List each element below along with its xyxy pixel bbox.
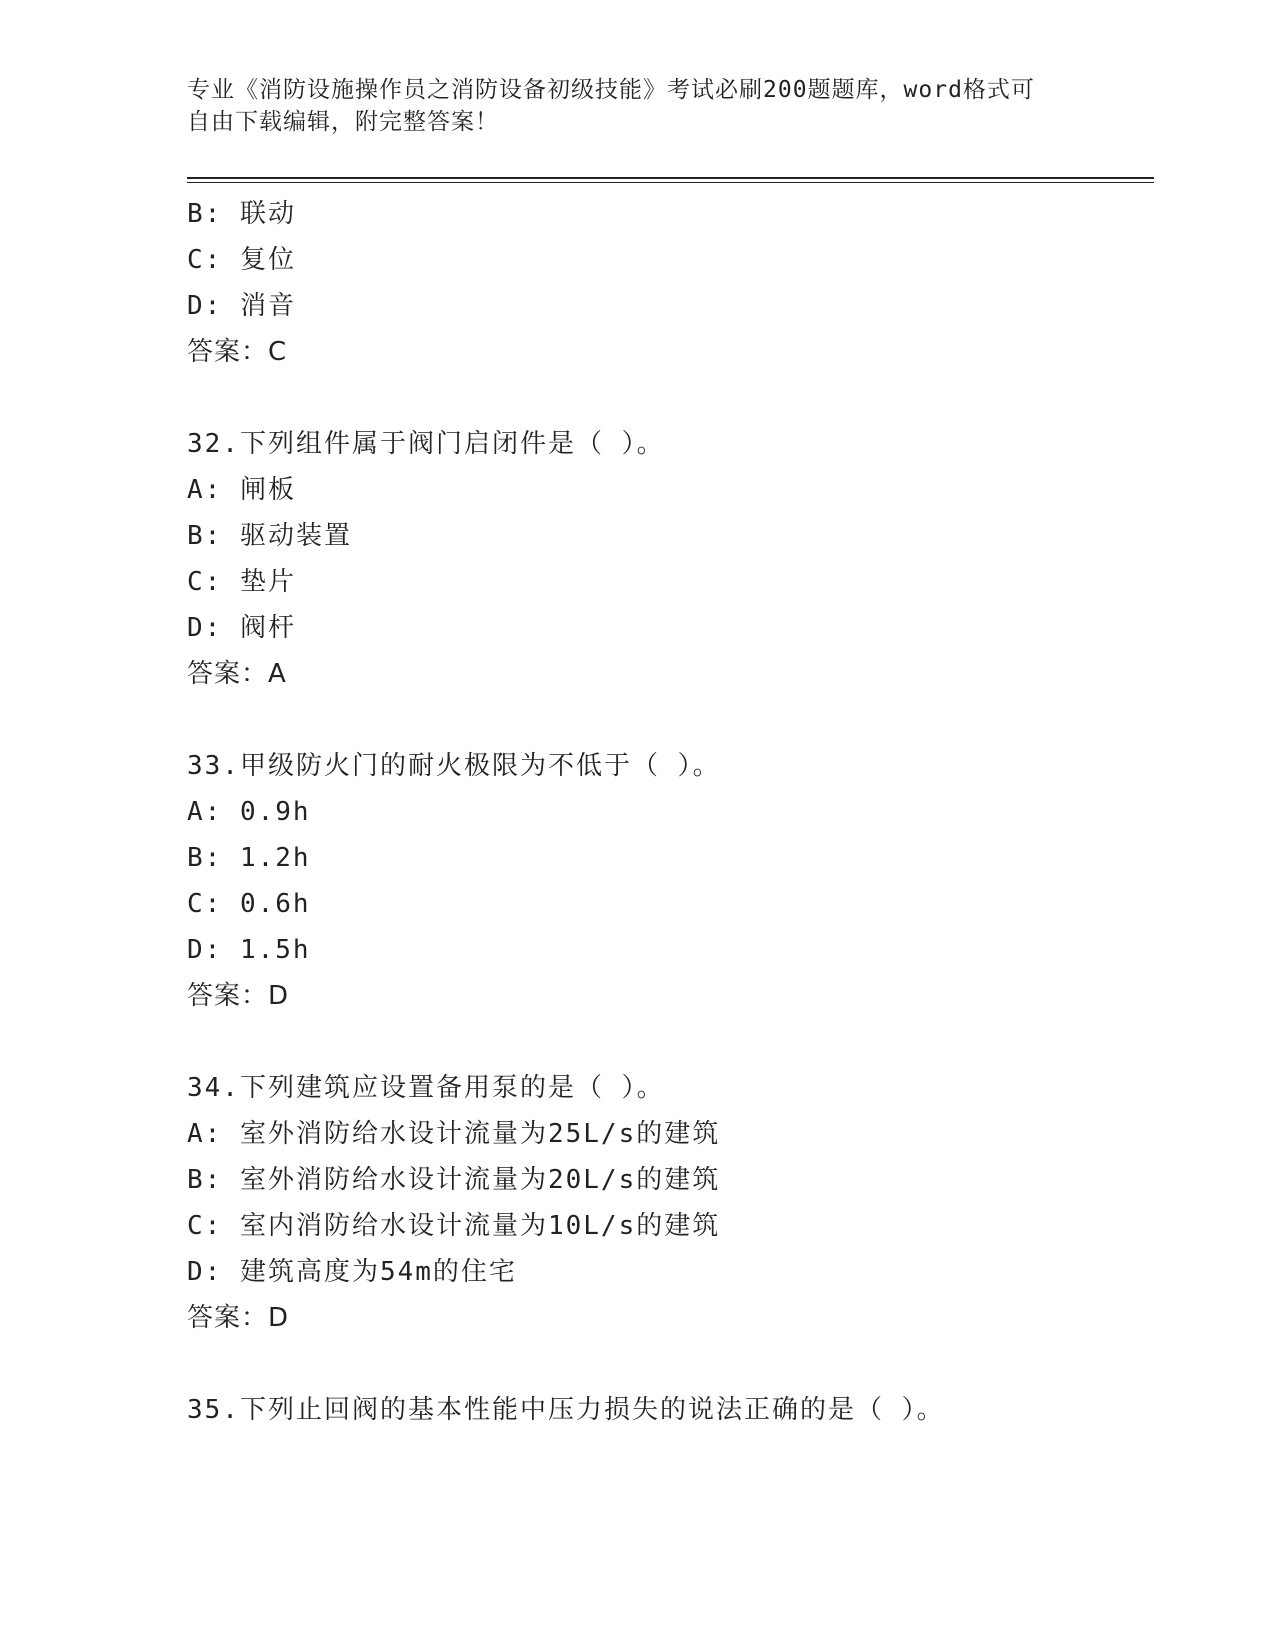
question-block-34 [187,1065,1147,1341]
option-c: C: 复位 [187,245,296,275]
question-stem: 35.下列止回阀的基本性能中压力损失的说法正确的是（ ）。 [187,1395,945,1425]
option-d: D: 1.5h [187,935,311,965]
question-block-35 [187,1387,1147,1433]
answer-line: 答案：C [187,337,288,367]
option-b: B: 1.2h [187,843,311,873]
spacer [187,375,1147,421]
document-header [187,74,1087,138]
answer-line: 答案：D [187,981,290,1011]
header-divider-thick [187,177,1154,179]
answer-line: 答案：D [187,1303,290,1333]
spacer [187,1019,1147,1065]
spacer [187,697,1147,743]
option-d: D: 消音 [187,291,296,321]
spacer [187,1341,1147,1387]
option-c: C: 垫片 [187,567,296,597]
header-divider-thin [187,182,1154,183]
answer-line: 答案：A [187,659,287,689]
option-b: B: 室外消防给水设计流量为20L/s的建筑 [187,1165,721,1195]
option-b: B: 联动 [187,199,296,229]
option-a: A: 0.9h [187,797,311,827]
question-list [187,191,1147,1433]
option-a: A: 室外消防给水设计流量为25L/s的建筑 [187,1119,721,1149]
option-d: D: 建筑高度为54m的住宅 [187,1257,517,1287]
option-b: B: 驱动装置 [187,521,352,551]
header-title-line-2: 自由下载编辑，附完整答案！ [187,109,499,135]
question-block-33 [187,743,1147,1019]
question-stem: 32.下列组件属于阀门启闭件是（ ）。 [187,429,665,459]
option-d: D: 阀杆 [187,613,296,643]
question-block-32 [187,421,1147,697]
option-a: A: 闸板 [187,475,296,505]
option-c: C: 0.6h [187,889,311,919]
question-stem: 34.下列建筑应设置备用泵的是（ ）。 [187,1073,665,1103]
question-block-31 [187,191,1147,375]
question-stem: 33.甲级防火门的耐火极限为不低于（ ）。 [187,751,721,781]
header-title-line-1: 专业《消防设施操作员之消防设备初级技能》考试必刷200题题库，word格式可 [187,77,1035,103]
option-c: C: 室内消防给水设计流量为10L/s的建筑 [187,1211,721,1241]
